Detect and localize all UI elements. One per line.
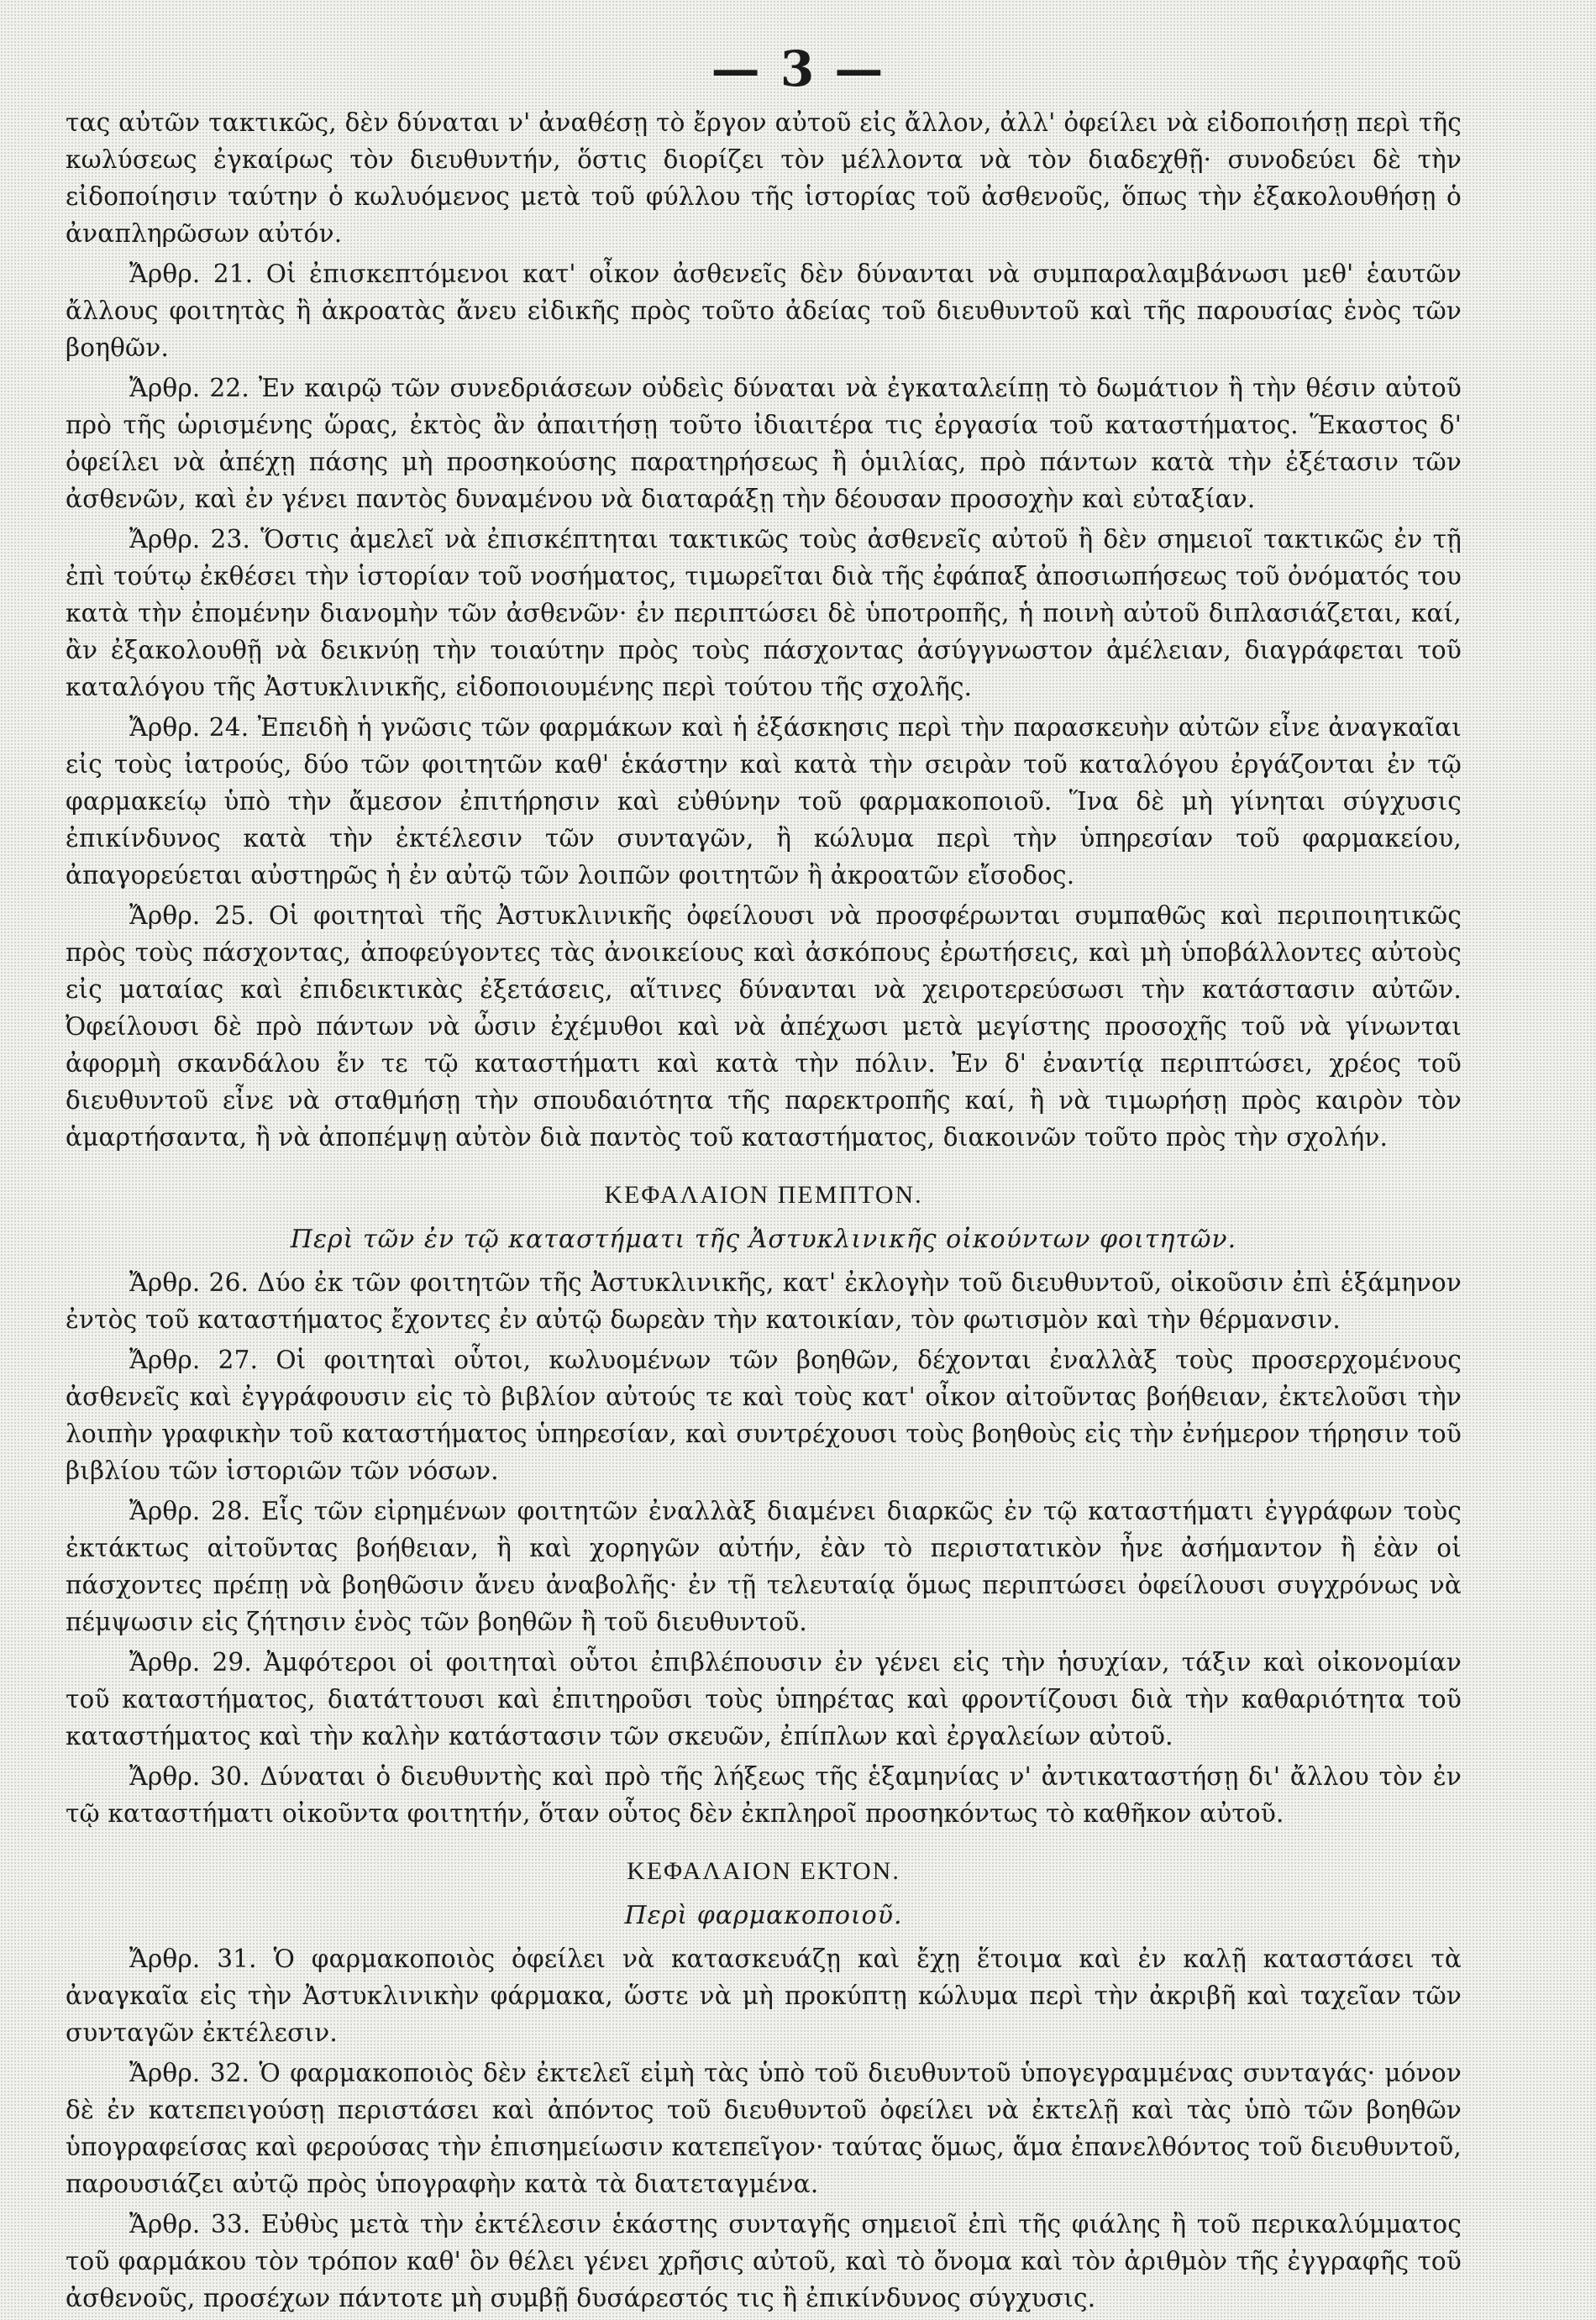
article-number: Ἄρθρ. 21. [129,260,254,288]
article-number: Ἄρθρ. 31. [129,1945,257,1973]
article-23 [66,521,1462,706]
chapter-5-title: ΚΕΦΑΛΑΙΟΝ ΠΕΜΠΤΟΝ. [604,1181,923,1209]
article-27 [66,1341,1462,1489]
article-text: Οἱ φοιτηταὶ τῆς Ἀστυκλινικῆς ὀφείλουσι νὰ προσφέρωνται συμπαθῶς καὶ περιποιητικῶς πρὸς τοὺς πάσχοντας, ἀποφεύγοντες τὰς ἀνοικείους καὶ ἀσκόπους ἐρωτήσεις, καὶ μὴ ὑποβάλλοντες αὐτοὺς εἰς ματαίας καὶ ἐπιδεικτικὰς ἐξετάσεις, αἵτινες δύνανται νὰ χειροτερεύσωσι τὴν κατάστασιν αὐτῶν. Ὀφείλουσι δὲ πρὸ πάντων νὰ ὦσιν ἐχέμυθοι καὶ νὰ ἀπέχωσι μετὰ μεγίστης προσοχῆς τοῦ νὰ γίνωνται ἀφορμὴ σκανδάλου ἔν τε τῷ καταστήματι καὶ κατὰ τὴν πόλιν. Ἐν δ' ἐναντίᾳ περιπτώσει, χρέος τοῦ διευθυντοῦ εἶνε νὰ σταθμήσῃ τὴν σπουδαιότητα τῆς παρεκτροπῆς καί, ἢ νὰ τιμωρήσῃ πρὸς καιρὸν τὸν ἁμαρτήσαντα, ἢ νὰ ἀποπέμψῃ αὐτὸν διὰ παντὸς τοῦ καταστήματος, διακοινῶν τοῦτο πρὸς τὴν σχολήν. [66,901,1462,1152]
article-number: Ἄρθρ. 32. [129,2059,250,2087]
page-body [66,104,1462,2320]
article-32 [66,2055,1462,2202]
page-number: — 3 — [711,40,885,97]
article-33 [66,2206,1462,2317]
article-text: Ὁ φαρμακοποιὸς ὀφείλει νὰ κατασκευάζῃ καὶ ἔχῃ ἕτοιμα καὶ ἐν καλῇ καταστάσει τὰ ἀναγκαῖα εἰς τὴν Ἀστυκλινικὴν φάρμακα, ὥστε νὰ μὴ προκύπτῃ κώλυμα περὶ τὴν ἀκριβῆ καὶ ταχεῖαν τῶν συνταγῶν ἐκτέλεσιν. [66,1945,1462,2047]
article-number: Ἄρθρ. 29. [129,1648,252,1677]
article-text: Ἀμφότεροι οἱ φοιτηταὶ οὗτοι ἐπιβλέπουσιν ἐν γένει εἰς τὴν ἡσυχίαν, τάξιν καὶ οἰκονομίαν τοῦ καταστήματος, διατάττουσι καὶ ἐπιτηροῦσι τοὺς ὑπηρέτας καὶ φροντίζουσι διὰ τὴν καθαριότητα τοῦ καταστήματος καὶ τὴν καλὴν κατάστασιν τῶν σκευῶν, ἐπίπλων καὶ ἐργαλείων αὐτοῦ. [66,1648,1462,1750]
chapter-6-subtitle: Περὶ φαρμακοποιοῦ. [624,1901,903,1930]
article-text: Εὐθὺς μετὰ τὴν ἐκτέλεσιν ἑκάστης συνταγῆς σημειοῖ ἐπὶ τῆς φιάλης ἢ τοῦ περικαλύμματος τοῦ φαρμάκου τὸν τρόπον καθ' ὃν θέλει γένει χρῆσις αὐτοῦ, καὶ τὸ ὄνομα καὶ τὸν ἀριθμὸν τῆς ἐγγραφῆς τοῦ ἀσθενοῦς, προσέχων πάντοτε μὴ συμβῇ δυσάρεστός τις ἢ ἐπικίνδυνος σύγχυσις. [66,2210,1462,2312]
article-number: Ἄρθρ. 22. [129,374,249,402]
article-number: Ἄρθρ. 24. [129,713,249,742]
article-text: Δύο ἐκ τῶν φοιτητῶν τῆς Ἀστυκλινικῆς, κατ' ἐκλογὴν τοῦ διευθυντοῦ, οἰκοῦσιν ἐπὶ ἑξάμηνον ἐντὸς τοῦ καταστήματος ἔχοντες ἐν αὐτῷ δωρεὰν τὴν κατοικίαν, τὸν φωτισμὸν καὶ τὴν θέρμανσιν. [66,1268,1462,1334]
article-text: Ἐπειδὴ ἡ γνῶσις τῶν φαρμάκων καὶ ἡ ἐξάσκησις περὶ τὴν παρασκευὴν αὐτῶν εἶνε ἀναγκαῖαι εἰς τοὺς ἰατρούς, δύο τῶν φοιτητῶν καθ' ἑκάστην καὶ κατὰ τὴν σειρὰν τοῦ καταλόγου ἐργάζονται ἐν τῷ φαρμακείῳ ὑπὸ τὴν ἄμεσον ἐπιτήρησιν καὶ εὐθύνην τοῦ φαρμακοποιοῦ. Ἵνα δὲ μὴ γίνηται σύγχυσις ἐπικίνδυνος κατὰ τὴν ἐκτέλεσιν τῶν συνταγῶν, ἢ κώλυμα περὶ τὴν ὑπηρεσίαν τοῦ φαρμακείου, ἀπαγορεύεται αὐστηρῶς ἡ ἐν αὐτῷ τῶν λοιπῶν φοιτητῶν ἢ ἀκροατῶν εἴσοδος. [66,713,1462,890]
article-number: Ἄρθρ. 25. [129,901,255,930]
article-number: Ἄρθρ. 28. [129,1497,251,1525]
article-text: Ἐν καιρῷ τῶν συνεδριάσεων οὐδεὶς δύναται νὰ ἐγκαταλείπῃ τὸ δωμάτιον ἢ τὴν θέσιν αὐτοῦ πρὸ τῆς ὡρισμένης ὥρας, ἐκτὸς ἂν ἀπαιτήσῃ τοῦτο ἰδιαιτέρα τις ἐργασία τοῦ καταστήματος. Ἕκαστος δ' ὀφείλει νὰ ἀπέχῃ πάσης μὴ προσηκούσης παρατηρήσεως ἢ ὁμιλίας, πρὸ πάντων κατὰ τὴν ἐξέτασιν τῶν ἀσθενῶν, καὶ ἐν γένει παντὸς δυναμένου νὰ διαταράξῃ τὴν δέουσαν προσοχὴν καὶ εὐταξίαν. [66,374,1462,513]
article-29 [66,1644,1462,1755]
article-number: Ἄρθρ. 23. [129,525,251,554]
article-number: Ἄρθρ. 27. [129,1346,259,1374]
article-24 [66,709,1462,894]
article-text: Εἷς τῶν εἰρημένων φοιτητῶν ἐναλλὰξ διαμένει διαρκῶς ἐν τῷ καταστήματι ἐγγράφων τοὺς ἐκτάκτως αἰτοῦντας βοήθειαν, ἢ καὶ χορηγῶν αὐτήν, ἐὰν τὸ περιστατικὸν ἦνε ἀσήμαντον ἢ ἐὰν οἱ πάσχοντες πρέπῃ νὰ βοηθῶσιν ἄνευ ἀναβολῆς· ἐν τῇ τελευταίᾳ ὅμως περιπτώσει ὀφείλουσι συγχρόνως νὰ πέμψωσιν εἰς ζήτησιν ἑνὸς τῶν βοηθῶν ἢ τοῦ διευθυντοῦ. [66,1497,1462,1636]
article-text: Ὁ φαρμακοποιὸς δὲν ἐκτελεῖ εἰμὴ τὰς ὑπὸ τοῦ διευθυντοῦ ὑπογεγραμμένας συνταγάς· μόνον δὲ ἐν κατεπειγούσῃ περιστάσει καὶ ἀπόντος τοῦ διευθυντοῦ ὀφείλει νὰ ἐκτελῇ καὶ τὰς ὑπὸ τῶν βοηθῶν ὑπογραφείσας καὶ φερούσας τὴν ἐπισημείωσιν κατεπεῖγον· ταύτας ὅμως, ἅμα ἐπανελθόντος τοῦ διευθυντοῦ, παρουσιάζει αὐτῷ πρὸς ὑπογραφὴν κατὰ τὰ διατεταγμένα. [66,2059,1462,2198]
article-text: Ὅστις ἀμελεῖ νὰ ἐπισκέπτηται τακτικῶς τοὺς ἀσθενεῖς αὐτοῦ ἢ δὲν σημειοῖ τακτικῶς ἐν τῇ ἐπὶ τούτῳ ἐκθέσει τὴν ἱστορίαν τοῦ νοσήματος, τιμωρεῖται διὰ τῆς ἐφάπαξ ἀποσιωπήσεως τοῦ ὀνόματός του κατὰ τὴν ἐπομένην διανομὴν τῶν ἀσθενῶν· ἐν περιπτώσει δὲ ὑποτροπῆς, ἡ ποινὴ αὐτοῦ διπλασιάζεται, καί, ἂν ἐξακολουθῇ νὰ δεικνύῃ τὴν τοιαύτην πρὸς τοὺς πάσχοντας ἀσύγγνωστον ἀμέλειαν, διαγράφεται τοῦ καταλόγου τῆς Ἀστυκλινικῆς, εἰδοποιουμένης περὶ τούτου τῆς σχολῆς. [66,525,1462,701]
article-21 [66,255,1462,366]
article-text: Οἱ ἐπισκεπτόμενοι κατ' οἶκον ἀσθενεῖς δὲν δύνανται νὰ συμπαραλαμβάνωσι μεθ' ἑαυτῶν ἄλλους φοιτητὰς ἢ ἀκροατὰς ἄνευ εἰδικῆς πρὸς τοῦτο ἀδείας τοῦ διευθυντοῦ καὶ τῆς παρουσίας ἑνὸς τῶν βοηθῶν. [66,260,1462,362]
article-text: Οἱ φοιτηταὶ οὗτοι, κωλυομένων τῶν βοηθῶν, δέχονται ἐναλλὰξ τοὺς προσερχομένους ἀσθενεῖς καὶ ἐγγράφουσιν εἰς τὸ βιβλίον αὐτούς τε καὶ τοὺς κατ' οἶκον αἰτοῦντας βοήθειαν, ἐκτελοῦσι τὴν λοιπὴν γραφικὴν τοῦ καταστήματος ὑπηρεσίαν, καὶ συντρέχουσι τοὺς βοηθοὺς εἰς τὴν ἐνήμερον τήρησιν τοῦ βιβλίου τῶν ἱστοριῶν τῶν νόσων. [66,1346,1462,1485]
article-25 [66,897,1462,1156]
article-30 [66,1758,1462,1832]
chapter-5-subtitle: Περὶ τῶν ἐν τῷ καταστήματι τῆς Ἀστυκλινικῆς οἰκούντων φοιτητῶν. [290,1225,1237,1254]
article-number: Ἄρθρ. 30. [129,1762,250,1791]
intro-paragraph: τας αὐτῶν τακτικῶς, δὲν δύναται ν' ἀναθέσῃ τὸ ἔργον αὐτοῦ εἰς ἄλλον, ἀλλ' ὀφείλει νὰ εἰδοποιήσῃ περὶ τῆς κωλύσεως ἐγκαίρως τὸν διευθυντήν, ὅστις διορίζει τὸν μέλλοντα νὰ τὸν διαδεχθῇ· συνοδεύει δὲ τὴν εἰδοποίησιν ταύτην ὁ κωλυόμενος μετὰ τοῦ φύλλου τῆς ἱστορίας τοῦ ἀσθενοῦς, ὅπως τὴν ἐξακολουθήσῃ ὁ ἀναπληρῶσων αὐτόν. [66,108,1462,248]
article-number: Ἄρθρ. 26. [129,1268,249,1297]
article-number: Ἄρθρ. 33. [129,2210,251,2239]
article-31 [66,1940,1462,2051]
article-text: Δύναται ὁ διευθυντὴς καὶ πρὸ τῆς λήξεως τῆς ἑξαμηνίας ν' ἀντικαταστήσῃ δι' ἄλλου τὸν ἐν τῷ καταστήματι οἰκοῦντα φοιτητήν, ὅταν οὗτος δὲν ἐκπληροῖ προσηκόντως τὸ καθῆκον αὐτοῦ. [66,1762,1462,1828]
article-28 [66,1493,1462,1640]
article-22 [66,370,1462,517]
chapter-6-title: ΚΕΦΑΛΑΙΟΝ ΕΚΤΟΝ. [627,1857,900,1885]
article-26 [66,1264,1462,1338]
